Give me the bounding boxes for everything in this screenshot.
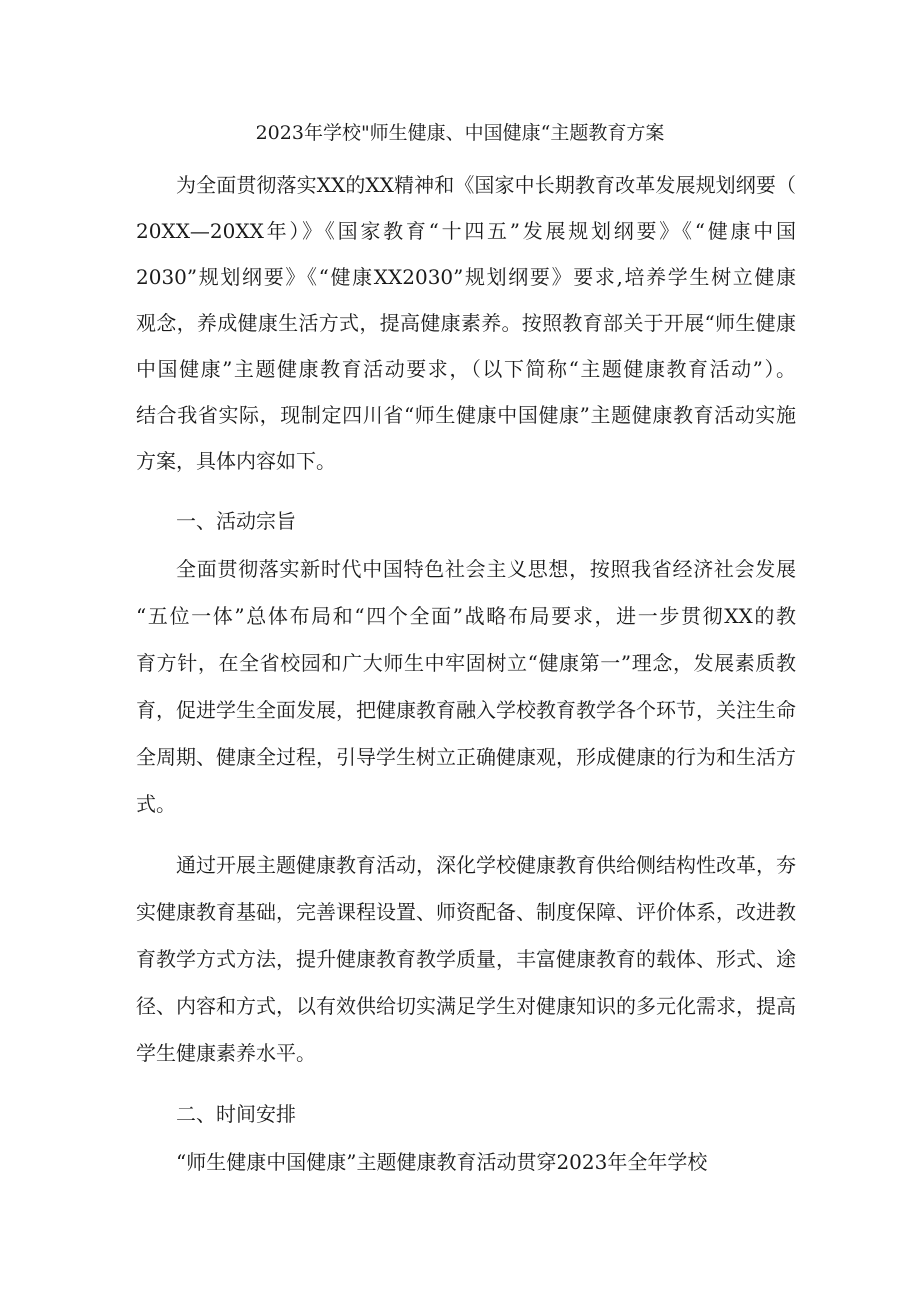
text-line: 全周期、健康全过程，引导学生树立正确健康观，形成健康的行为和生活方 bbox=[136, 745, 796, 769]
text-line: 为全面贯彻落实XX的XX精神和《国家中长期教育改革发展规划纲要（ bbox=[176, 173, 796, 197]
text-line: 通过开展主题健康教育活动，深化学校健康教育供给侧结构性改革，夯 bbox=[176, 853, 796, 877]
text-line: “师生健康中国健康”主题健康教育活动贯穿2023年全年学校 bbox=[176, 1150, 708, 1174]
text-line: 中国健康”主题健康教育活动要求，（以下简称“主题健康教育活动”）。 bbox=[136, 357, 796, 381]
text-line: 方案，具体内容如下。 bbox=[136, 449, 336, 473]
text-line: 2030”规划纲要》《“健康XX2030”规划纲要》要求,培养学生树立健康 bbox=[136, 265, 796, 289]
text-line: 学生健康素养水平。 bbox=[136, 1041, 316, 1065]
text-line: 育，促进学生全面发展，把健康教育融入学校教育教学各个环节，关注生命 bbox=[136, 698, 796, 722]
text-line: 实健康教育基础，完善课程设置、师资配备、制度保障、评价体系，改进教 bbox=[136, 900, 796, 924]
text-line: 育方针，在全省校园和广大师生中牢固树立“健康第一”理念，发展素质教 bbox=[136, 651, 796, 675]
text-line: 全面贯彻落实新时代中国特色社会主义思想，按照我省经济社会发展 bbox=[176, 557, 796, 581]
section-heading-purpose: 一、活动宗旨 bbox=[176, 509, 296, 533]
text-line: 式。 bbox=[136, 792, 176, 816]
text-line: “五位一体”总体布局和“四个全面”战略布局要求，进一步贯彻XX的教 bbox=[136, 604, 796, 628]
text-line: 结合我省实际，现制定四川省“师生健康中国健康”主题健康教育活动实施 bbox=[136, 403, 796, 427]
text-line: 育教学方式方法，提升健康教育教学质量，丰富健康教育的载体、形式、途 bbox=[136, 947, 796, 971]
section-heading-schedule: 二、时间安排 bbox=[176, 1102, 296, 1126]
text-line: 20XX—20XX年）》《国家教育“十四五”发展规划纲要》《“健康中国 bbox=[136, 219, 796, 243]
text-line: 径、内容和方式，以有效供给切实满足学生对健康知识的多元化需求，提高 bbox=[136, 994, 796, 1018]
document-title: 2023年学校"师生健康、中国健康“主题教育方案 bbox=[255, 122, 665, 144]
text-line: 观念，养成健康生活方式，提高健康素养。按照教育部关于开展“师生健康 bbox=[136, 311, 796, 335]
